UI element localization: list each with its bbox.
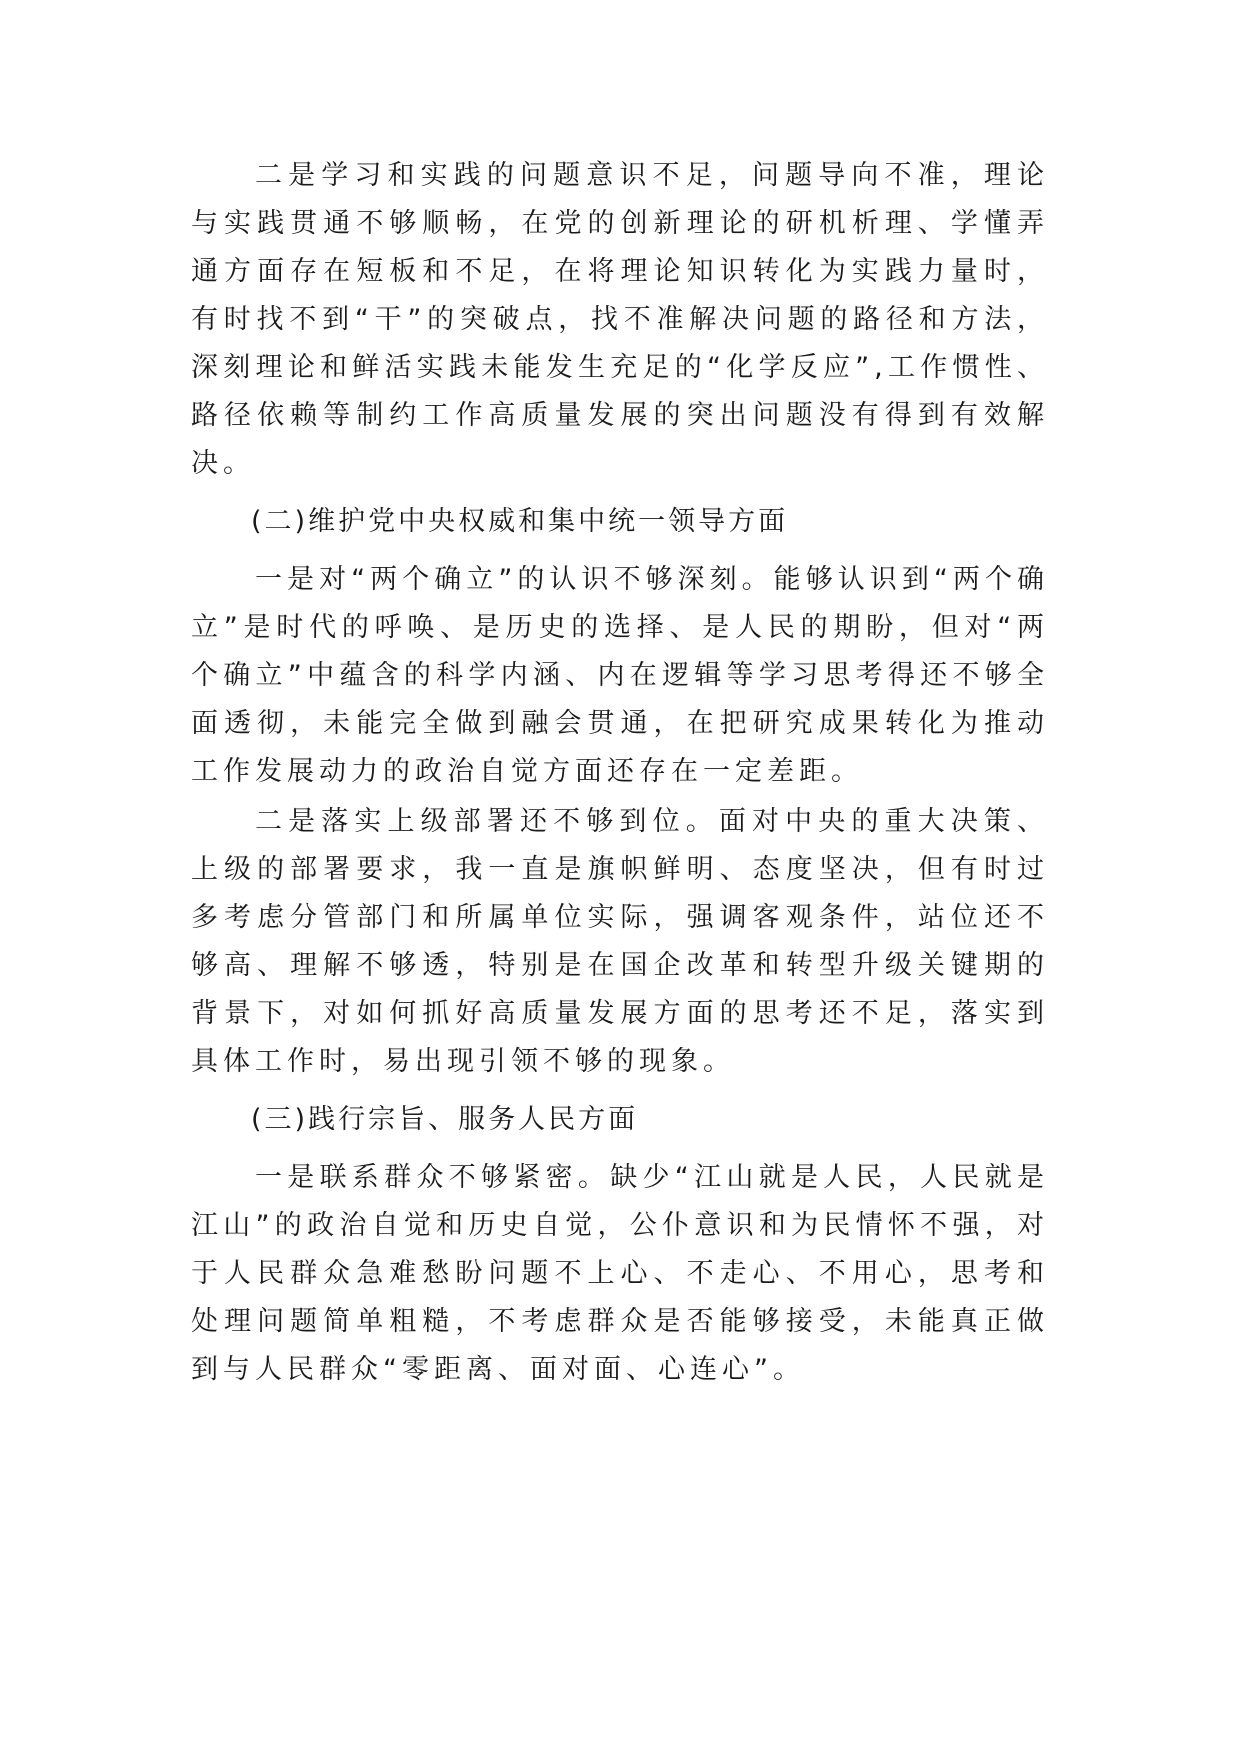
body-paragraph: 二是落实上级部署还不够到位。面对中央的重大决策、上级的部署要求，我一直是旗帜鲜明、态度坚决，但有时过多考虑分管部门和所属单位实际，强调客观条件，站位还不够高、理解不够透，特别是在国企改革和转型升级关键期的背景下，对如何抓好高质量发展方面的思考还不足，落实到具体工作时，易出现引领不够的现象。 bbox=[191, 806, 1049, 1077]
section-heading: (二)维护党中央权威和集中统一领导方面 bbox=[251, 506, 789, 537]
document-page bbox=[191, 152, 1049, 1404]
body-paragraph: 一是联系群众不够紧密。缺少“江山就是人民，人民就是江山”的政治自觉和历史自觉，公仆意识和为民情怀不强，对于人民群众急难愁盼问题不上心、不走心、不用心，思考和处理问题简单粗糙，不考虑群众是否能够接受，未能真正做到与人民群众“零距离、面对面、心连心”。 bbox=[191, 1162, 1049, 1385]
body-paragraph: 二是学习和实践的问题意识不足，问题导向不准，理论与实践贯通不够顺畅，在党的创新理论的研机析理、学懂弄通方面存在短板和不足，在将理论知识转化为实践力量时，有时找不到“干”的突破点，找不准解决问题的路径和方法，深刻理论和鲜活实践未能发生充足的“化学反应”,工作惯性、路径依赖等制约工作高质量发展的突出问题没有得到有效解决。 bbox=[191, 160, 1049, 479]
section-heading: (三)践行宗旨、服务人民方面 bbox=[251, 1104, 639, 1135]
body-paragraph: 一是对“两个确立”的认识不够深刻。能够认识到“两个确立”是时代的呼唤、是历史的选择、是人民的期盼，但对“两个确立”中蕴含的科学内涵、内在逻辑等学习思考得还不够全面透彻，未能完全做到融会贯通，在把研究成果转化为推动工作发展动力的政治自觉方面还存在一定差距。 bbox=[191, 564, 1049, 787]
